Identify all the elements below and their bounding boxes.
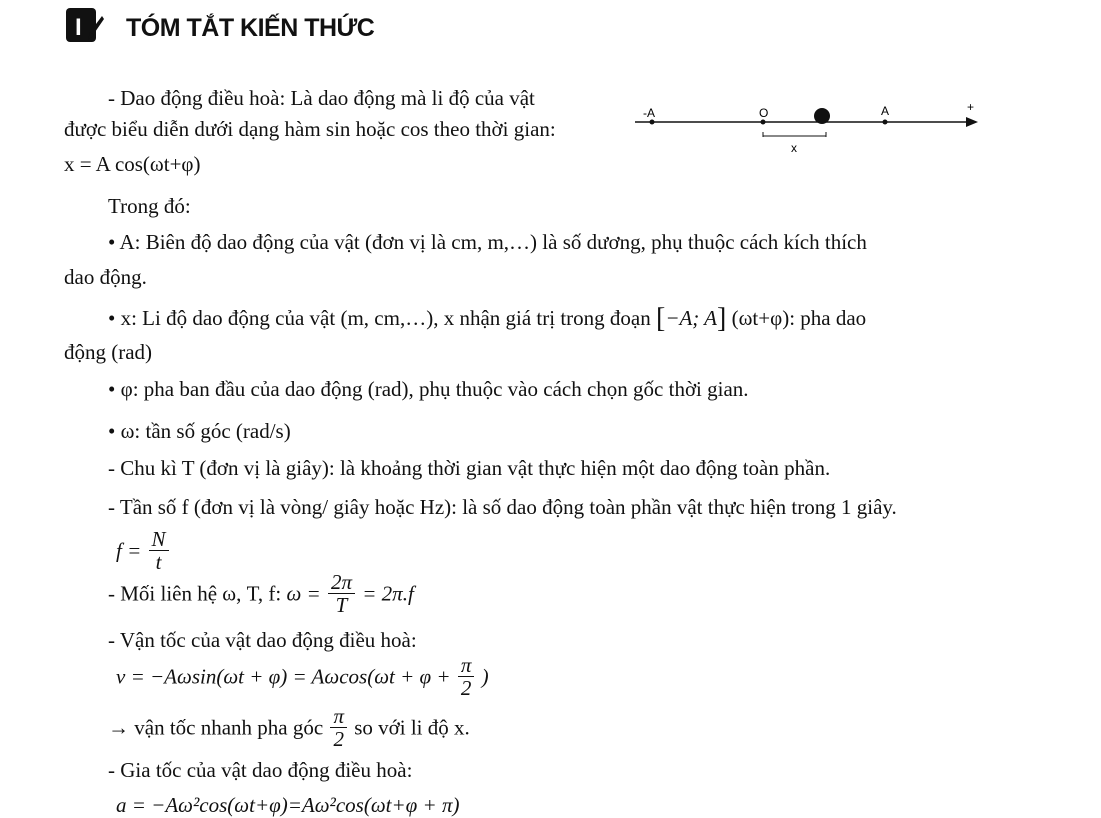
text-line-10: • ω: tần số góc (rad/s) xyxy=(108,419,291,443)
pos-a-label: A xyxy=(881,104,890,118)
phase-lead-suffix: so với li độ x. xyxy=(354,715,470,740)
neg-a-point xyxy=(650,120,655,125)
section-badge-number: I xyxy=(75,14,82,41)
frequency-formula xyxy=(116,528,171,573)
section-badge-icon xyxy=(66,8,104,46)
interval-value: −A; A xyxy=(665,306,718,330)
text-line-4: Trong đó: xyxy=(108,194,191,218)
text-line-9: • φ: pha ban đầu của dao động (rad), phụ thuộc vào cách chọn gốc thời gian. xyxy=(108,377,749,401)
frequency-numerator: N xyxy=(149,528,169,551)
phase-lead-numerator: π xyxy=(330,705,347,728)
frequency-lhs: f = xyxy=(116,538,142,563)
text-line-5: • A: Biên độ dao động của vật (đơn vị là cm, m,…) là số dương, phụ thuộc cách kích thích xyxy=(108,230,867,254)
pos-a-point xyxy=(883,120,888,125)
number-line-diagram xyxy=(630,96,980,158)
text-line-18: - Gia tốc của vật dao động điều hoà: xyxy=(108,758,413,782)
acceleration-formula: a = −Aω²cos(ωt+φ)=Aω²cos(ωt+φ + π) xyxy=(116,793,460,817)
text-line-7a: • x: Li độ dao động của vật (m, cm,…), x nhận giá trị trong đoạn xyxy=(108,306,651,330)
axis-arrow-icon xyxy=(966,117,978,127)
text-line-12: - Tần số f (đơn vị là vòng/ giây hoặc Hz): là số dao động toàn phần vật thực hiện trong 1 giây. xyxy=(108,495,897,519)
origin-point xyxy=(761,120,766,125)
text-line-11: - Chu kì T (đơn vị là giây): là khoảng thời gian vật thực hiện một dao động toàn phần. xyxy=(108,456,831,480)
frequency-denominator: t xyxy=(155,550,162,575)
text-line-2: được biểu diễn dưới dạng hàm sin hoặc cos theo thời gian: xyxy=(64,117,556,141)
text-line-3: x = A cos(ωt+φ) xyxy=(64,152,201,176)
velocity-close: ) xyxy=(481,664,489,689)
omega-numerator: 2π xyxy=(328,571,355,594)
origin-label: O xyxy=(759,106,769,120)
phase-lead-text: → vận tốc nhanh pha góc xyxy=(108,715,324,740)
omega-relation xyxy=(108,571,414,616)
text-line-7: • x: Li độ dao động của vật (m, cm,…), x nhận giá trị trong đoạn [−A; A] (ωt+φ): pha dao xyxy=(108,303,867,334)
neg-a-label: -A xyxy=(643,106,655,120)
omega-relation-text: - Mối liên hệ ω, T, f: xyxy=(108,581,282,606)
velocity-numerator: π xyxy=(458,654,475,677)
omega-rhs: = 2π.f xyxy=(362,581,414,606)
text-line-15: - Vận tốc của vật dao động điều hoà: xyxy=(108,628,417,652)
positive-direction-label: + xyxy=(967,100,975,114)
text-line-1: - Dao động điều hoà: Là dao động mà li độ của vật xyxy=(108,86,535,110)
text-line-7c: (ωt+φ): pha dao xyxy=(731,306,867,330)
phase-lead-line xyxy=(108,705,470,750)
text-line-8: động (rad) xyxy=(64,340,153,364)
oscillator-ball xyxy=(814,108,830,124)
section-title: TÓM TẮT KIẾN THỨC xyxy=(126,14,375,42)
text-line-6: dao động. xyxy=(64,265,147,289)
velocity-denominator: 2 xyxy=(460,676,472,701)
velocity-formula xyxy=(116,654,489,699)
displacement-label: x xyxy=(791,141,797,155)
velocity-lhs: v = −Aωsin(ωt + φ) = Aωcos(ωt + φ + xyxy=(116,664,451,689)
omega-lhs: ω = xyxy=(286,581,321,606)
omega-denominator: T xyxy=(335,593,348,618)
phase-lead-denominator: 2 xyxy=(333,727,344,752)
